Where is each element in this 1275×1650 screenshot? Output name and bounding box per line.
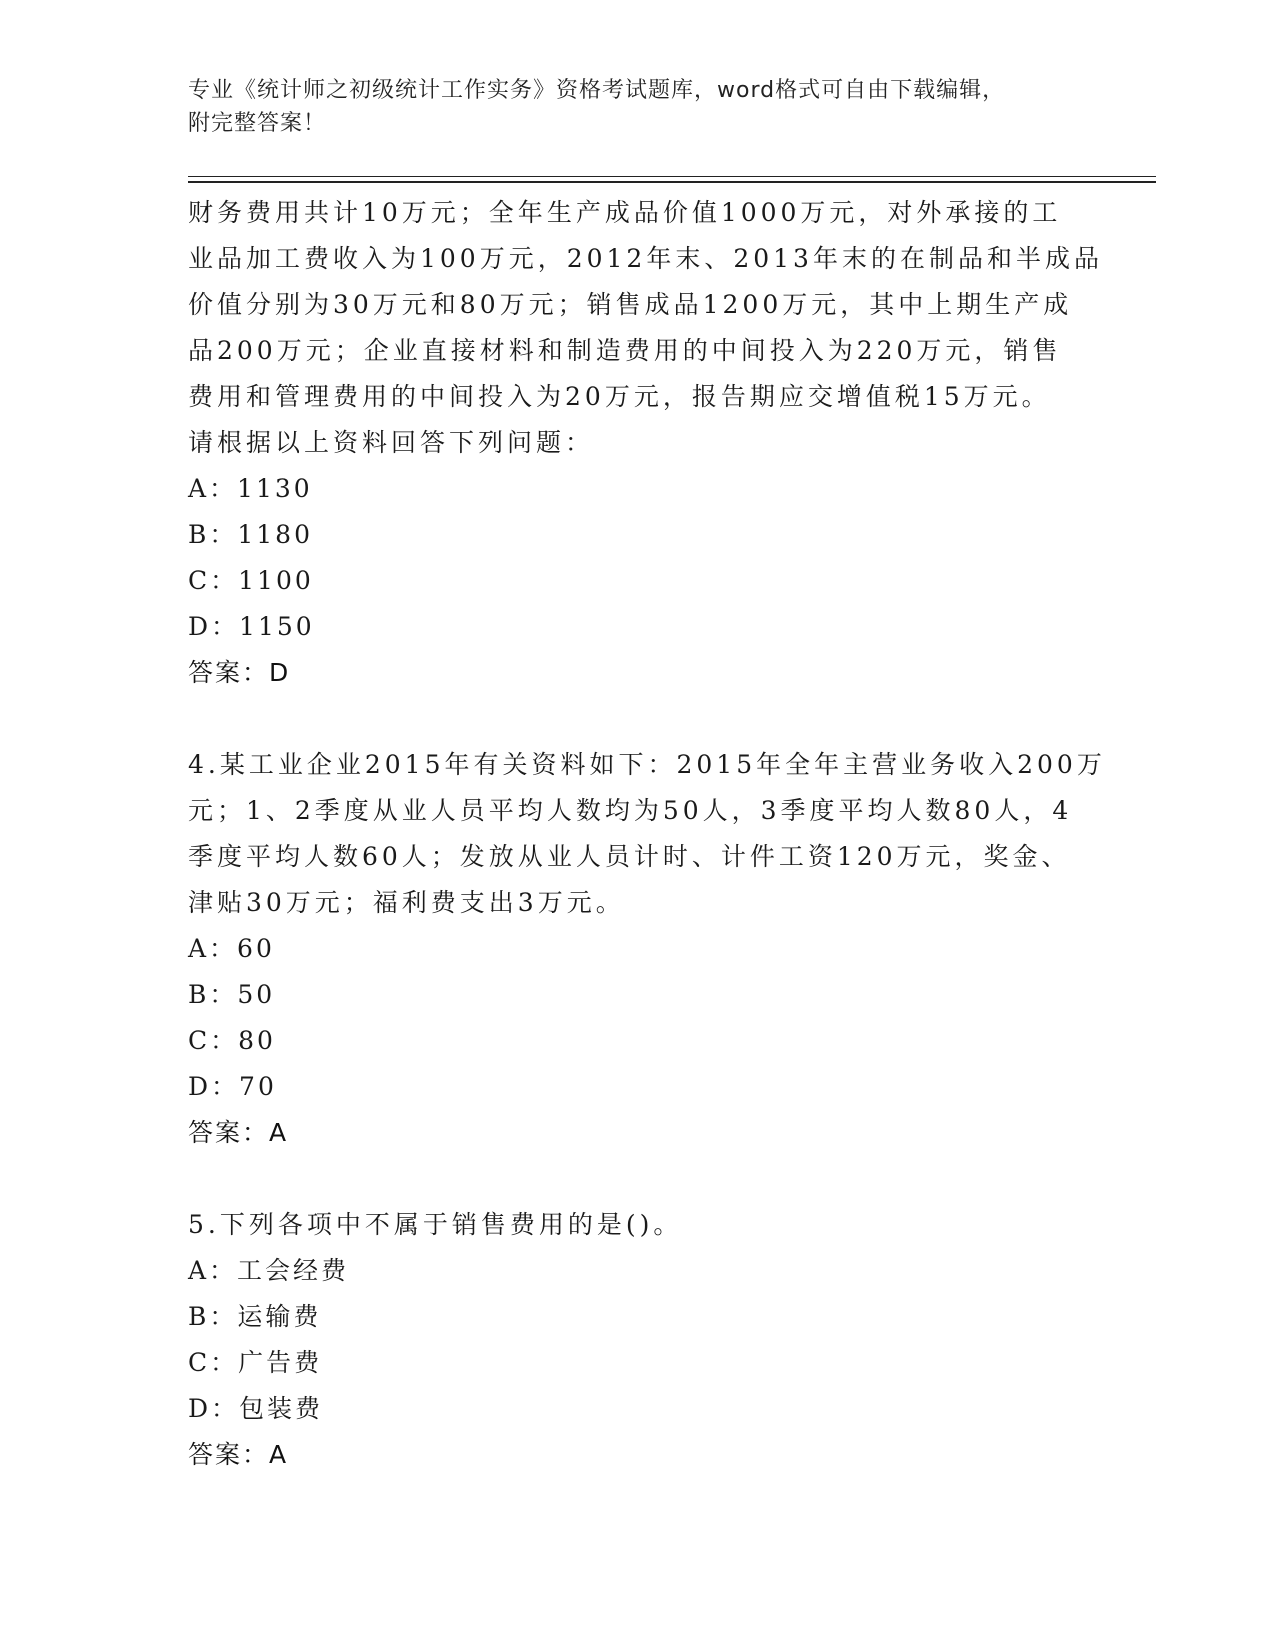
option-b: B：50 [188, 980, 276, 1009]
question-4 [188, 742, 1106, 1156]
document-header [188, 74, 1088, 140]
option-b: B：1180 [188, 520, 313, 549]
option-d: D：70 [188, 1072, 277, 1101]
question-text-line: 5.下列各项中不属于销售费用的是()。 [188, 1210, 683, 1239]
option-d: D：包装费 [188, 1394, 324, 1423]
question-3 [188, 190, 1103, 696]
option-d: D：1150 [188, 612, 315, 641]
question-text-line: 请根据以上资料回答下列问题： [188, 428, 595, 457]
header-line-2: 附完整答案！ [188, 111, 327, 136]
question-text-line: 品200万元；企业直接材料和制造费用的中间投入为220万元，销售 [188, 336, 1062, 365]
option-a: A：1130 [188, 474, 313, 503]
question-text-line: 业品加工费收入为100万元，2012年末、2013年末的在制品和半成品 [188, 244, 1103, 273]
question-text-line: 财务费用共计10万元；全年生产成品价值1000万元，对外承接的工 [188, 198, 1062, 227]
spacer [188, 696, 1088, 742]
question-5 [188, 1202, 1088, 1478]
answer-line: 答案：A [188, 1118, 289, 1147]
question-text-line: 价值分别为30万元和80万元；销售成品1200万元，其中上期生产成 [188, 290, 1073, 319]
header-divider-thick [188, 181, 1156, 183]
spacer [188, 1156, 1088, 1202]
option-c: C：80 [188, 1026, 276, 1055]
answer-line: 答案：D [188, 658, 291, 687]
question-text-line: 津贴30万元；福利费支出3万元。 [188, 888, 625, 917]
header-line-1: 专业《统计师之初级统计工作实务》资格考试题库，word格式可自由下载编辑， [188, 78, 1006, 103]
option-b: B：运输费 [188, 1302, 322, 1331]
question-text-line: 季度平均人数60人；发放从业人员计时、计件工资120万元，奖金、 [188, 842, 1071, 871]
answer-line: 答案：A [188, 1440, 289, 1469]
header-divider-thin [188, 176, 1156, 177]
question-text-line: 费用和管理费用的中间投入为20万元，报告期应交增值税15万元。 [188, 382, 1051, 411]
document-body [188, 190, 1106, 1478]
option-a: A：工会经费 [188, 1256, 350, 1285]
option-c: C：广告费 [188, 1348, 323, 1377]
question-text-line: 元；1、2季度从业人员平均人数均为50人，3季度平均人数80人，4 [188, 796, 1073, 825]
option-c: C：1100 [188, 566, 314, 595]
option-a: A：60 [188, 934, 275, 963]
question-text-line: 4.某工业企业2015年有关资料如下：2015年全年主营业务收入200万 [188, 750, 1106, 779]
